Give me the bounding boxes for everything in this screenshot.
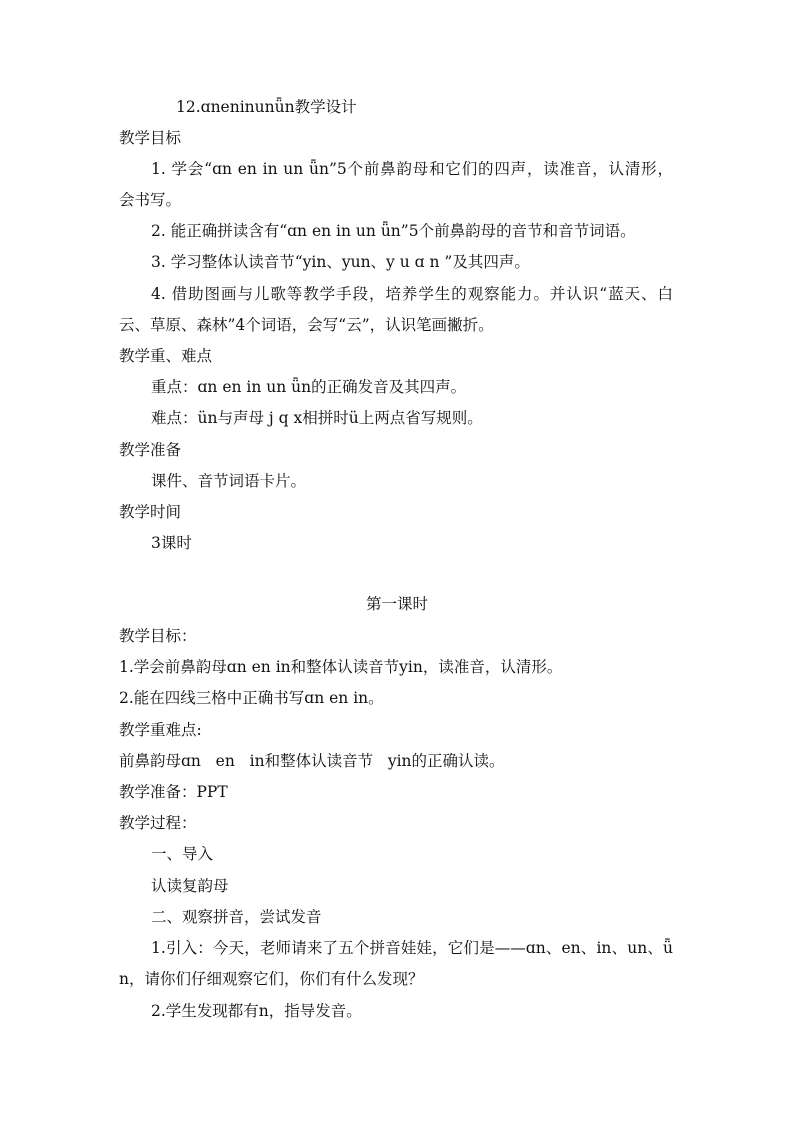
goal-2: 2. 能正确拼读含有“ɑn en in un ǖn”5个前鼻韵母的音节和音节词语。 [151,222,636,240]
goal-1-line-1: 1. 学会“ɑn en in un ǖn”5个前鼻韵母和它们的四声，读准音，认清形， [151,160,673,178]
key-point: 重点：ɑn en in un ǖn的正确发音及其四声。 [151,378,467,396]
lesson-process-heading: 教学过程： [119,814,197,832]
lesson-key-text: 前鼻韵母ɑn en in和整体认读音节 yin的正确认读。 [119,752,505,770]
step-1-text: 认读复韵母 [151,877,229,895]
heading-teaching-goals: 教学目标 [119,129,182,147]
document-title: 12.ɑneninunǖn教学设计 [176,98,357,116]
heading-key-points: 教学重、难点 [119,347,213,365]
lesson-preparation: 教学准备：PPT [119,783,228,801]
goal-4-line-2: 云、草原、森林”4个词语，会写“云”，认识笔画撇折。 [119,316,494,334]
step-2-2: 2.学生发现都有n，指导发音。 [151,1002,362,1020]
goal-3: 3. 学习整体认读音节“yin、yun、y u ɑ n ”及其四声。 [151,253,530,271]
goal-1-line-2: 会书写。 [119,191,182,209]
lesson-goals-heading: 教学目标： [119,627,197,645]
difficult-point: 难点：ün与声母 j q x相拼时ü上两点省写规则。 [151,409,483,427]
lesson-goal-2: 2.能在四线三格中正确书写ɑn en in。 [119,689,384,707]
heading-preparation: 教学准备 [119,441,182,459]
goal-4-line-1: 4. 借助图画与儿歌等教学手段，培养学生的观察能力。并认识“蓝天、白 [151,285,673,303]
lesson-title: 第一课时 [365,595,428,613]
step-2-heading: 二、观察拼音，尝试发音 [151,908,322,926]
teaching-time-text: 3课时 [151,534,192,552]
lesson-key-heading: 教学重难点: [119,721,202,739]
step-2-1-line-1: 1.引入：今天，老师请来了五个拼音娃娃，它们是——ɑn、en、in、un、ǖ [151,939,673,957]
step-2-1-line-2: n，请你们仔细观察它们，你们有什么发现？ [119,970,424,988]
heading-teaching-time: 教学时间 [119,503,182,521]
preparation-text: 课件、音节词语卡片。 [151,472,307,490]
step-1-heading: 一、导入 [151,845,214,863]
lesson-goal-1: 1.学会前鼻韵母ɑn en in和整体认读音节yin，读准音，认清形。 [119,658,563,676]
